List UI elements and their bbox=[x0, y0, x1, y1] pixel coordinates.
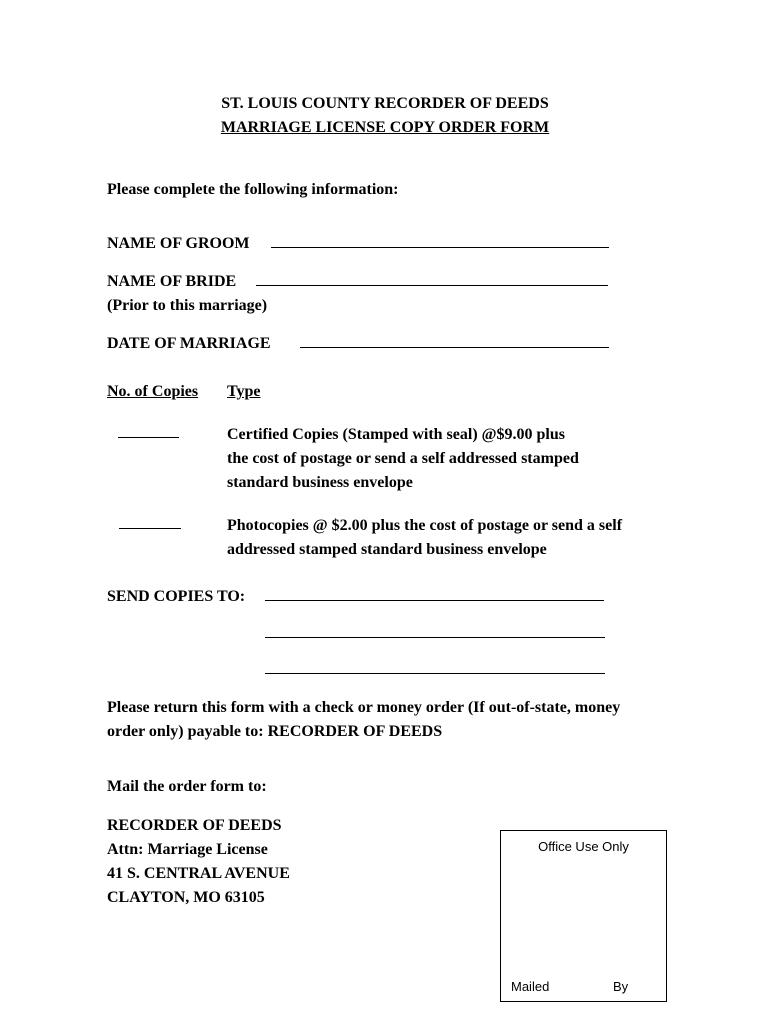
photocopies-count-field[interactable] bbox=[119, 528, 181, 529]
send-address-field-1[interactable] bbox=[265, 600, 604, 601]
photocopies-text: addressed stamped standard business envelope bbox=[227, 541, 547, 558]
date-label: DATE OF MARRIAGE bbox=[107, 335, 271, 352]
intro-text: Please complete the following information: bbox=[107, 181, 399, 198]
certified-copies-count-field[interactable] bbox=[118, 437, 179, 438]
copies-count-header: No. of Copies bbox=[107, 383, 199, 400]
photocopies-text: Photocopies @ $2.00 plus the cost of postage or send a self bbox=[227, 517, 623, 534]
form-agency-title: ST. LOUIS COUNTY RECORDER OF DEEDS bbox=[221, 95, 549, 112]
address-line: RECORDER OF DEEDS bbox=[107, 817, 282, 834]
form-title: MARRIAGE LICENSE COPY ORDER FORM bbox=[220, 119, 550, 136]
copies-type-header: Type bbox=[227, 383, 261, 400]
certified-copies-text: standard business envelope bbox=[227, 474, 413, 491]
certified-copies-text: Certified Copies (Stamped with seal) @$9.00 plus bbox=[227, 426, 565, 443]
send-copies-label: SEND COPIES TO: bbox=[107, 588, 246, 605]
send-address-field-3[interactable] bbox=[265, 673, 605, 674]
return-instructions: order only) payable to: RECORDER OF DEEDS bbox=[107, 723, 443, 740]
bride-label: NAME OF BRIDE bbox=[107, 273, 237, 290]
address-line: 41 S. CENTRAL AVENUE bbox=[107, 865, 290, 882]
groom-label: NAME OF GROOM bbox=[107, 235, 250, 252]
send-address-field-2[interactable] bbox=[265, 637, 605, 638]
date-of-marriage-field[interactable] bbox=[300, 347, 609, 348]
mailed-label: Mailed bbox=[511, 979, 550, 994]
certified-copies-text: the cost of postage or send a self addressed stamped bbox=[227, 450, 579, 467]
office-use-box bbox=[500, 830, 667, 1002]
return-instructions: Please return this form with a check or money order (If out-of-state, money bbox=[107, 699, 621, 716]
office-use-title: Office Use Only bbox=[538, 839, 629, 854]
bride-name-field[interactable] bbox=[256, 285, 608, 286]
address-line: CLAYTON, MO 63105 bbox=[107, 889, 265, 906]
address-line: Attn: Marriage License bbox=[107, 841, 268, 858]
groom-name-field[interactable] bbox=[271, 247, 609, 248]
by-label: By bbox=[613, 979, 629, 994]
bride-note: (Prior to this marriage) bbox=[107, 297, 268, 314]
mail-label: Mail the order form to: bbox=[107, 778, 267, 795]
